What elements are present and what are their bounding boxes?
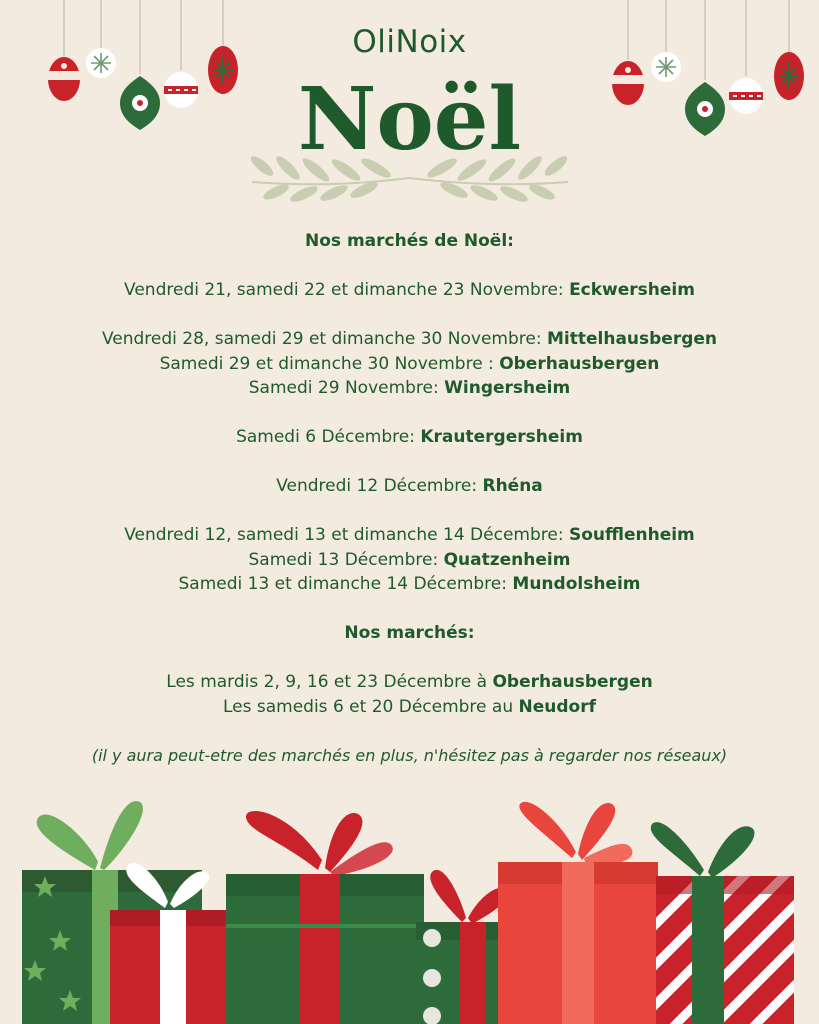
market-line: Vendredi 12 Décembre: Rhéna [276, 476, 543, 496]
market-line: Les samedis 6 et 20 Décembre au Neudorf [222, 696, 597, 717]
brand-name: OliNoix [352, 24, 467, 60]
market-line: Samedi 13 Décembre: Quatzenheim [248, 549, 571, 570]
gift-box-striped-icon [640, 822, 819, 1024]
market-place: Wingersheim [444, 378, 571, 398]
market-place: Soufflenheim [568, 525, 695, 545]
page-title: Noël [297, 69, 522, 170]
market-place: Mittelhausbergen [546, 329, 718, 349]
schedule [0, 229, 819, 768]
christmas-markets-heading: Nos marchés de Noël: [305, 231, 514, 251]
market-place: Neudorf [518, 696, 597, 717]
market-place: Oberhausbergen [492, 672, 653, 692]
footnote: (il y aura peut-etre des marchés en plus, n'hésitez pas à regarder nos réseaux) [91, 745, 728, 765]
gift-box-orange-red-icon [498, 802, 658, 1024]
market-place: Krautergersheim [420, 427, 583, 447]
market-line: Samedi 13 et dimanche 14 Décembre: Mundolsheim [178, 574, 641, 594]
market-line: Les mardis 2, 9, 16 et 23 Décembre à Oberhausbergen [166, 672, 653, 692]
market-place: Rhéna [482, 476, 543, 496]
gift-boxes-illustration [0, 790, 819, 1024]
market-line: Samedi 29 et dimanche 30 Novembre : Oberhausbergen [159, 353, 660, 374]
markets-heading: Nos marchés: [344, 623, 475, 643]
market-line: Vendredi 28, samedi 29 et dimanche 30 Novembre: Mittelhausbergen [101, 329, 718, 349]
market-place: Quatzenheim [443, 549, 571, 570]
market-line: Vendredi 12, samedi 13 et dimanche 14 Décembre: Soufflenheim [124, 525, 695, 545]
gift-box-green-red-ribbon-icon [226, 811, 424, 1024]
market-line: Samedi 29 Novembre: Wingersheim [248, 378, 571, 398]
market-place: Mundolsheim [512, 574, 641, 594]
market-place: Oberhausbergen [499, 353, 660, 374]
market-line: Vendredi 21, samedi 22 et dimanche 23 Novembre: Eckwersheim [124, 280, 695, 300]
market-line: Samedi 6 Décembre: Krautergersheim [236, 427, 583, 447]
market-place: Eckwersheim [569, 280, 695, 300]
